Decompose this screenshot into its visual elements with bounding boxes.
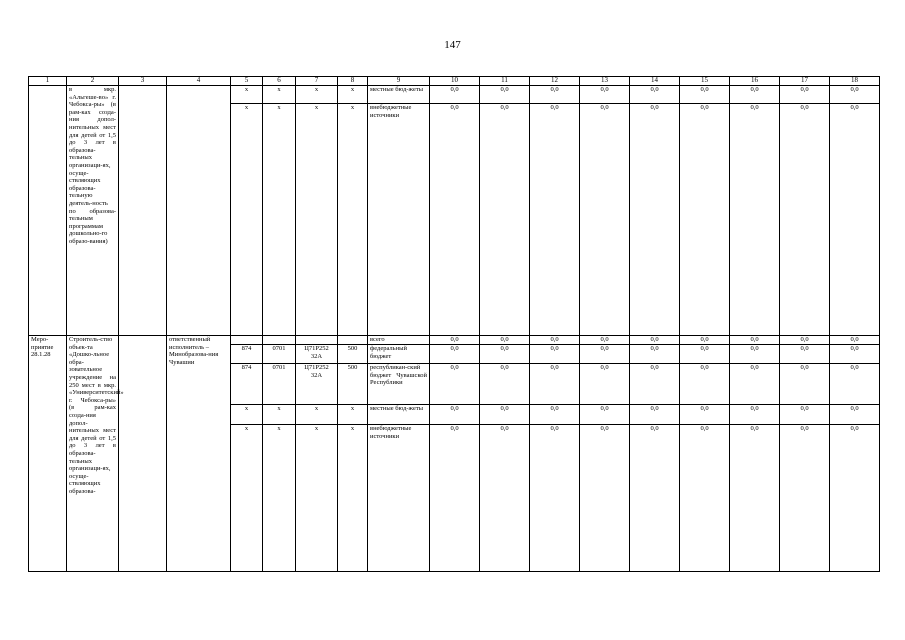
amount-cell: 0,0 (780, 425, 830, 572)
expense-group-cell: x (338, 425, 368, 572)
amount-cell: 0,0 (830, 345, 880, 364)
amount-cell: 0,0 (530, 104, 580, 336)
amount-cell: 0,0 (430, 405, 480, 425)
amount-cell: 0,0 (580, 405, 630, 425)
table-row (29, 86, 880, 104)
amount-cell: 0,0 (630, 86, 680, 104)
amount-cell: 0,0 (730, 345, 780, 364)
header-cell: 2 (67, 77, 119, 86)
responsible-executor-cell: ответственный исполнитель – Минобразова-ния Чувашии (167, 336, 231, 572)
target-article-cell: Ц71Р252 32А (296, 345, 338, 364)
amount-cell: 0,0 (630, 104, 680, 336)
target-article-cell: x (296, 405, 338, 425)
grbs-code-cell: 874 (231, 345, 263, 364)
header-cell: 14 (630, 77, 680, 86)
amount-cell: 0,0 (430, 86, 480, 104)
section-code-cell: x (263, 86, 296, 104)
header-cell: 5 (231, 77, 263, 86)
header-cell: 18 (830, 77, 880, 86)
amount-cell: 0,0 (580, 425, 630, 572)
amount-cell: 0,0 (430, 336, 480, 345)
funding-source-cell: местные бюд-жеты (368, 86, 430, 104)
target-article-cell: x (296, 425, 338, 572)
page-number: 147 (444, 39, 461, 51)
header-cell: 4 (167, 77, 231, 86)
amount-cell: 0,0 (630, 336, 680, 345)
header-row (29, 77, 880, 86)
responsible-executor-cell (167, 86, 231, 336)
amount-cell: 0,0 (630, 425, 680, 572)
amount-cell: 0,0 (430, 104, 480, 336)
amount-cell: 0,0 (680, 336, 730, 345)
amount-cell: 0,0 (830, 336, 880, 345)
amount-cell: 0,0 (730, 336, 780, 345)
header-cell: 15 (680, 77, 730, 86)
amount-cell: 0,0 (480, 86, 530, 104)
amount-cell: 0,0 (580, 336, 630, 345)
amount-cell: 0,0 (780, 336, 830, 345)
amount-cell: 0,0 (680, 104, 730, 336)
header-cell: 9 (368, 77, 430, 86)
target-article-cell: x (296, 86, 338, 104)
header-cell: 13 (580, 77, 630, 86)
section-code-cell: x (263, 405, 296, 425)
amount-cell: 0,0 (780, 364, 830, 405)
target-article-cell (296, 336, 338, 345)
amount-cell: 0,0 (580, 364, 630, 405)
grbs-code-cell: 874 (231, 364, 263, 405)
expense-group-cell: x (338, 86, 368, 104)
grbs-code-cell: x (231, 104, 263, 336)
measure-id-cell (29, 86, 67, 336)
expense-group-cell (338, 336, 368, 345)
grbs-code-cell: x (231, 405, 263, 425)
funding-source-cell: республикан-ский бюджет Чувашской Республики (368, 364, 430, 405)
amount-cell: 0,0 (680, 364, 730, 405)
header-cell: 3 (119, 77, 167, 86)
amount-cell: 0,0 (580, 345, 630, 364)
header-cell: 7 (296, 77, 338, 86)
amount-cell: 0,0 (680, 86, 730, 104)
funding-source-cell: местные бюд-жеты (368, 405, 430, 425)
grbs-code-cell (231, 336, 263, 345)
amount-cell: 0,0 (580, 104, 630, 336)
expense-group-cell: x (338, 405, 368, 425)
amount-cell: 0,0 (530, 405, 580, 425)
header-cell: 6 (263, 77, 296, 86)
expense-group-cell: 500 (338, 345, 368, 364)
amount-cell: 0,0 (480, 336, 530, 345)
measure-description-cell: Строитель-ство объек-та «Дошко-льное обра-зовательное учреждение на 250 мест в мкр. «Университетский» г. Чебокса-ры» (в рам-ках созда-ния допол-нительных мест для детей от 1,5 до 3 лет в образова-тельных организаци-ях, осуще-ствляющих образова- (67, 336, 119, 572)
header-cell: 16 (730, 77, 780, 86)
amount-cell: 0,0 (530, 86, 580, 104)
amount-cell: 0,0 (630, 345, 680, 364)
amount-cell: 0,0 (830, 86, 880, 104)
section-code-cell (263, 336, 296, 345)
amount-cell: 0,0 (530, 336, 580, 345)
funding-source-cell: федеральный бюджет (368, 345, 430, 364)
amount-cell: 0,0 (830, 364, 880, 405)
amount-cell: 0,0 (730, 86, 780, 104)
header-cell: 10 (430, 77, 480, 86)
budget-table (28, 76, 880, 572)
amount-cell: 0,0 (580, 86, 630, 104)
header-cell: 17 (780, 77, 830, 86)
amount-cell: 0,0 (430, 364, 480, 405)
header-cell: 8 (338, 77, 368, 86)
grbs-code-cell: x (231, 425, 263, 572)
expense-group-cell: 500 (338, 364, 368, 405)
empty-cell (119, 86, 167, 336)
amount-cell: 0,0 (680, 405, 730, 425)
amount-cell: 0,0 (830, 104, 880, 336)
funding-source-cell: внебюджетные источники (368, 425, 430, 572)
measure-description-cell: в мкр. «Альгеше-во» г. Чебокса-ры» (в рам-ках созда-ния допол-нительных мест для детей от 1,5 до 3 лет в образова-тельных организаци-ях, осуще-ствляющих образова-тельную деятель-ность по образова-тельным программам дошкольно-го образо-вания) (67, 86, 119, 336)
measure-id-cell: Меро-приятие 28.1.28 (29, 336, 67, 572)
amount-cell: 0,0 (780, 104, 830, 336)
table-row (29, 336, 880, 345)
amount-cell: 0,0 (530, 425, 580, 572)
section-code-cell: 0701 (263, 364, 296, 405)
amount-cell: 0,0 (480, 425, 530, 572)
header-cell: 12 (530, 77, 580, 86)
amount-cell: 0,0 (680, 345, 730, 364)
header-cell: 11 (480, 77, 530, 86)
amount-cell: 0,0 (780, 86, 830, 104)
amount-cell: 0,0 (830, 405, 880, 425)
grbs-code-cell: x (231, 86, 263, 104)
amount-cell: 0,0 (480, 364, 530, 405)
expense-group-cell: x (338, 104, 368, 336)
funding-source-cell: внебюджетные источники (368, 104, 430, 336)
amount-cell: 0,0 (530, 364, 580, 405)
empty-cell (119, 336, 167, 572)
amount-cell: 0,0 (730, 405, 780, 425)
header-cell: 1 (29, 77, 67, 86)
section-code-cell: x (263, 104, 296, 336)
amount-cell: 0,0 (780, 405, 830, 425)
amount-cell: 0,0 (730, 425, 780, 572)
amount-cell: 0,0 (430, 345, 480, 364)
amount-cell: 0,0 (430, 425, 480, 572)
amount-cell: 0,0 (730, 364, 780, 405)
amount-cell: 0,0 (530, 345, 580, 364)
amount-cell: 0,0 (630, 405, 680, 425)
amount-cell: 0,0 (480, 405, 530, 425)
section-code-cell: x (263, 425, 296, 572)
funding-source-cell: всего (368, 336, 430, 345)
section-code-cell: 0701 (263, 345, 296, 364)
amount-cell: 0,0 (730, 104, 780, 336)
amount-cell: 0,0 (630, 364, 680, 405)
amount-cell: 0,0 (480, 104, 530, 336)
amount-cell: 0,0 (480, 345, 530, 364)
amount-cell: 0,0 (830, 425, 880, 572)
target-article-cell: x (296, 104, 338, 336)
target-article-cell: Ц71Р252 32А (296, 364, 338, 405)
amount-cell: 0,0 (680, 425, 730, 572)
amount-cell: 0,0 (780, 345, 830, 364)
